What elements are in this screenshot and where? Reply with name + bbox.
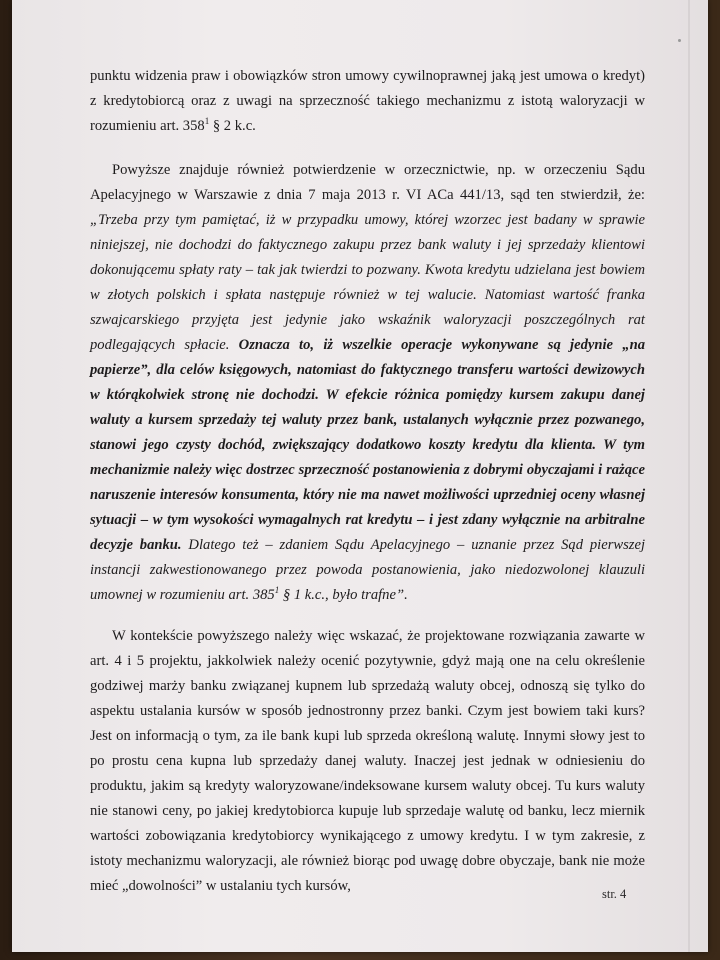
- superscript: 1: [274, 585, 280, 595]
- paragraph-1-end: § 2 k.c.: [209, 118, 256, 134]
- court-quote-italic: „Trzeba przy tym pamiętać, iż w przypadku umowy, której wzorzec jest badany w sprawie niniejszej, nie dochodzi do faktycznego zakupu przez bank waluty i jej sprzedaży klientowi dokonującemu spłaty raty – tak jak twierdzi to pozwany. Kwota kredytu udzielana jest bowiem w złotych polskich i spłata następuje również w tej walucie. Natomiast wartość franka szwajcarskiego przyjęta jest jedynie jako wskaźnik waloryzacji poszczególnych rat podlegających spłacie.: [90, 212, 645, 353]
- paragraph-3: W kontekście powyższego należy więc wskazać, że projektowane rozwiązania zawarte w art. 4 i 5 projektu, jakkolwiek należy ocenić pozytywnie, gdyż mają one na celu określenie godziwej marży banku związanej kupnem lub sprzedażą waluty obcej, odnoszą się tylko do aspektu ustalania kursów w sposób jednostronny przez banki. Czym jest bowiem taki kurs? Jest on informacją o tym, za ile bank kupi lub sprzeda określoną walutę. Innymi słowy jest to po prostu cena kupna lub sprzedaży danej waluty. Inaczej jest jednak w odniesieniu do produktu, jakim są kredyty waloryzowane/indeksowane kursem waluty obcej. Tu kurs waluty nie stanowi ceny, po jakiej kredytobiorca kupuje lub sprzedaje walutę od banku, lecz miernik wartości zobowiązania kredytobiorcy wynikającego z umowy kredytu. I w tym zakresie, z istoty mechanizmu waloryzacji, ale również biorąc pod uwagę dobre obyczaje, bank nie może mieć „dowolności” w ustalaniu tych kursów,: [90, 628, 645, 894]
- court-quote-bold: Oznacza to, iż wszelkie operacje wykonywane są jedynie „na papierze”, dla celów księgowych, natomiast do faktycznego transferu wartości dewizowych w którąkolwiek stronę nie dochodzi. W efekcie różnica pomiędzy kursem zakupu danej waluty a kursem sprzedaży tej waluty przez bank, ustalanych wyłącznie przez pozwanego, stanowi jego czysty dochód, zwiększający dodatkowo koszty kredytu dla klienta. W tym mechanizmie należy więc dostrzec sprzeczność postanowienia z dobrymi obyczajami i rażące naruszenie interesów konsumenta, który nie ma nawet możliwości uprzedniej oceny własnej sytuacji – w tym wysokości wymagalnych rat kredytu – i jest zdany wyłącznie na arbitralne decyzje banku.: [90, 337, 645, 553]
- superscript: 1: [204, 116, 210, 126]
- paragraph-2-intro: Powyższe znajduje również potwierdzenie w orzecznictwie, np. w orzeczeniu Sądu Apelacyjnego w Warszawie z dnia 7 maja 2013 r. VI ACa 441/13, sąd ten stwierdził, że:: [90, 162, 645, 203]
- document-body: [90, 64, 645, 899]
- paragraph-1-text: punktu widzenia praw i obowiązków stron umowy cywilnoprawnej jaką jest umowa o kredyt) z kredytobiorcą oraz z uwagi na sprzeczność takiego mechanizmu z istotą waloryzacji w rozumieniu art. 358: [90, 68, 645, 134]
- court-quote-closing: § 1 k.c., było trafne”.: [279, 587, 408, 603]
- paragraph-1: [90, 64, 645, 139]
- paragraph-2: [90, 158, 645, 608]
- court-quote-italic-end: Dlatego też – zdaniem Sądu Apelacyjnego – uznanie przez Sąd pierwszej instancji zakwestionowanego przez powoda postanowienia, jako niedozwolonej klauzuli umownej w rozumieniu art. 385: [90, 537, 645, 603]
- paper-fold-edge: [688, 0, 690, 952]
- paper-sheet: [12, 0, 708, 952]
- page-number: str. 4: [602, 887, 627, 901]
- paper-speck: [678, 39, 681, 42]
